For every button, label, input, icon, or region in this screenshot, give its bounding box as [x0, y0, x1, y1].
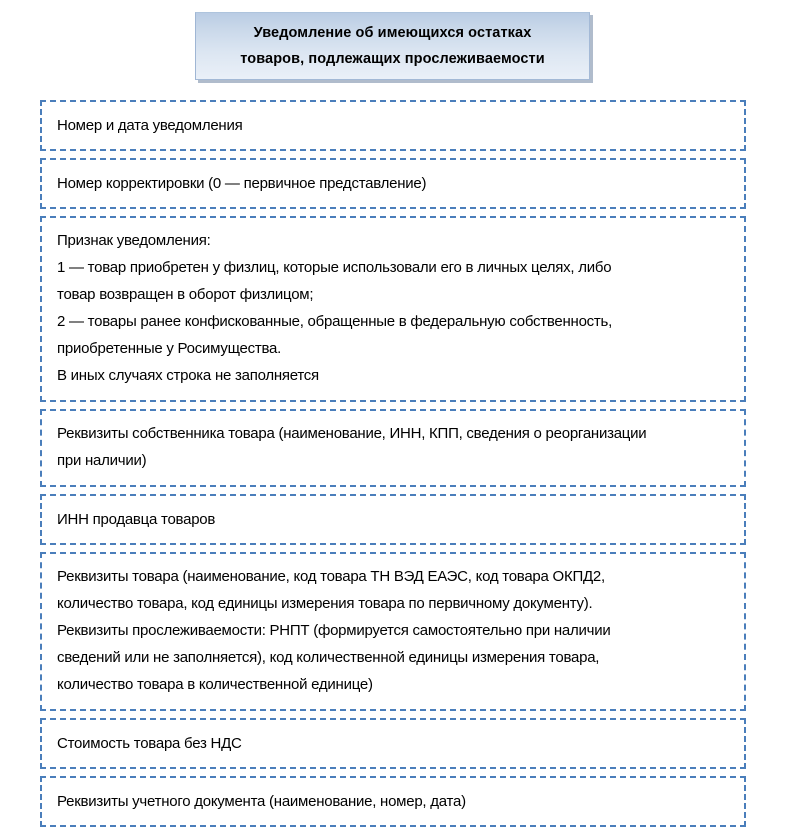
- field-box-correction-number: [40, 158, 746, 209]
- notification-title-banner: [195, 12, 590, 80]
- field-box-notification-sign: [40, 216, 746, 402]
- field-line: Номер и дата уведомления: [57, 117, 243, 134]
- field-line: В иных случаях строка не заполняется: [57, 367, 319, 384]
- field-line: Реквизиты учетного документа (наименование, номер, дата): [57, 793, 466, 810]
- field-line: при наличии): [57, 452, 147, 469]
- field-line: количество товара в количественной единице): [57, 676, 373, 693]
- field-line: 2 — товары ранее конфискованные, обращенные в федеральную собственность,: [57, 313, 613, 330]
- field-line: количество товара, код единицы измерения товара по первичному документу).: [57, 595, 593, 612]
- field-line: Признак уведомления:: [57, 232, 211, 249]
- field-line: Реквизиты собственника товара (наименование, ИНН, КПП, сведения о реорганизации: [57, 425, 647, 442]
- field-line: Реквизиты товара (наименование, код товара ТН ВЭД ЕАЭС, код товара ОКПД2,: [57, 568, 605, 585]
- field-box-seller-inn: [40, 494, 746, 545]
- field-line: ИНН продавца товаров: [57, 511, 216, 528]
- field-line: товар возвращен в оборот физлицом;: [57, 286, 314, 303]
- field-box-owner-details: [40, 409, 746, 487]
- field-box-accounting-document-details: [40, 776, 746, 827]
- field-line: Номер корректировки (0 — первичное представление): [57, 175, 427, 192]
- field-line: сведений или не заполняется), код количественной единицы измерения товара,: [57, 649, 600, 666]
- field-box-goods-details: [40, 552, 746, 711]
- field-line: 1 — товар приобретен у физлиц, которые использовали его в личных целях, либо: [57, 259, 612, 276]
- banner-title-line-2: товаров, подлежащих прослеживаемости: [240, 51, 545, 67]
- notification-title-banner-wrap: [195, 12, 590, 80]
- field-box-number-and-date: [40, 100, 746, 151]
- field-line: Стоимость товара без НДС: [57, 735, 242, 752]
- field-line: Реквизиты прослеживаемости: РНПТ (формируется самостоятельно при наличии: [57, 622, 611, 639]
- field-line: приобретенные у Росимущества.: [57, 340, 282, 357]
- field-box-cost-without-vat: [40, 718, 746, 769]
- banner-title-line-1: Уведомление об имеющихся остатках: [253, 25, 532, 41]
- field-list: [40, 100, 746, 827]
